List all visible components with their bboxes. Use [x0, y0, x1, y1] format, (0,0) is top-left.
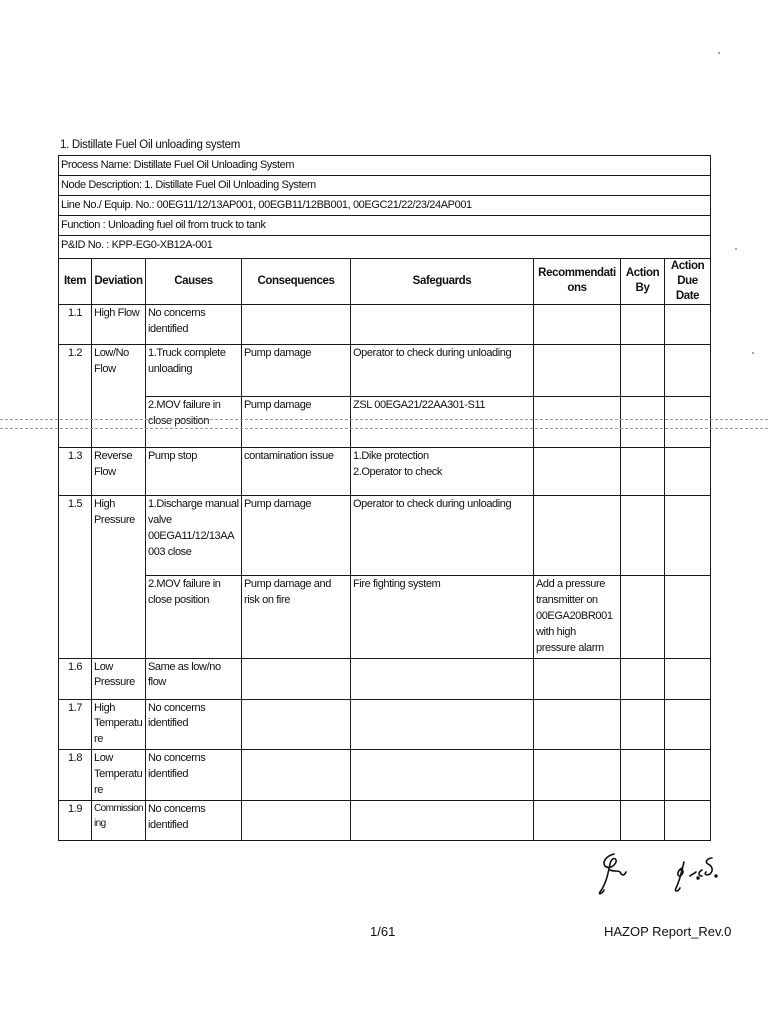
- cell-item: 1.6: [59, 658, 92, 699]
- table-row: [59, 699, 711, 750]
- cell-consequences: [242, 304, 351, 344]
- cell-action-due-date: [665, 575, 711, 658]
- header-action-due-date: Action Due Date: [665, 259, 711, 305]
- safeguard-line: 1.Dike protection: [353, 449, 429, 462]
- header-recommendations: Recommendations: [534, 259, 621, 305]
- cell-action-due-date: [665, 344, 711, 396]
- header-row: [59, 259, 711, 305]
- cell-causes: No concerns identified: [146, 750, 242, 801]
- table-row: [59, 304, 711, 344]
- cell-action-by: [621, 495, 665, 575]
- cell-safeguards: [351, 447, 534, 495]
- cell-item: 1.9: [59, 801, 92, 841]
- cell-causes: 1.Truck complete unloading: [146, 344, 242, 396]
- cell-action-due-date: [665, 750, 711, 801]
- cell-deviation: High Temperature: [92, 699, 146, 750]
- cell-deviation: Low Temperature: [92, 750, 146, 801]
- line-equip-no: Line No./ Equip. No.: 00EG11/12/13AP001, 00EGB11/12BB001, 00EGC21/22/23/24AP001: [59, 196, 710, 216]
- pid-number: P&ID No. : KPP-EG0-XB12A-001: [61, 239, 213, 251]
- cell-deviation: Reverse Flow: [92, 447, 146, 495]
- cell-item: 1.7: [59, 699, 92, 750]
- cell-action-due-date: [665, 396, 711, 447]
- handwritten-signature: [592, 848, 732, 898]
- cell-action-due-date: [665, 447, 711, 495]
- cell-deviation: High Pressure: [92, 495, 146, 658]
- table-row: [59, 658, 711, 699]
- cell-safeguards: [351, 658, 534, 699]
- cell-safeguards: Fire fighting system: [351, 575, 534, 658]
- cell-action-by: [621, 801, 665, 841]
- scan-fold-line: [0, 419, 768, 420]
- cell-deviation: Low/No Flow: [92, 344, 146, 447]
- process-name: Process Name: Distillate Fuel Oil Unloading System: [59, 156, 710, 176]
- header-deviation: Deviation: [92, 259, 146, 305]
- cell-safeguards: ZSL 00EGA21/22AA301-S11: [351, 396, 534, 447]
- cell-consequences: Pump damage: [242, 344, 351, 396]
- table-row: [59, 750, 711, 801]
- cell-causes: No concerns identified: [146, 304, 242, 344]
- cell-action-by: [621, 304, 665, 344]
- cell-recommendations: [534, 801, 621, 841]
- node-description: Node Description: 1. Distillate Fuel Oil Unloading System: [59, 176, 710, 196]
- cell-consequences: Pump damage: [242, 495, 351, 575]
- header-consequences: Consequences: [242, 259, 351, 305]
- hazop-table: [58, 155, 711, 841]
- cell-consequences: [242, 658, 351, 699]
- scan-speck: [752, 352, 754, 354]
- cell-deviation: High Flow: [92, 304, 146, 344]
- cell-consequences: [242, 699, 351, 750]
- cell-safeguards: [351, 750, 534, 801]
- cell-recommendations: [534, 344, 621, 396]
- cell-recommendations: [534, 658, 621, 699]
- cell-recommendations: [534, 699, 621, 750]
- cell-recommendations: [534, 447, 621, 495]
- cell-safeguards: [351, 304, 534, 344]
- cell-consequences: contamination issue: [242, 447, 351, 495]
- table-row: [59, 575, 711, 658]
- cell-safeguards: [351, 801, 534, 841]
- scan-speck: [735, 248, 737, 250]
- cell-action-by: [621, 699, 665, 750]
- cell-consequences: Pump damage and risk on fire: [242, 575, 351, 658]
- function-description: Function : Unloading fuel oil from truck to tank: [59, 216, 710, 236]
- cell-recommendations: [534, 396, 621, 447]
- cell-recommendations: [534, 304, 621, 344]
- table-row: [59, 396, 711, 447]
- cell-causes: 2.MOV failure in close position: [146, 575, 242, 658]
- scan-speck: [718, 52, 720, 54]
- cell-action-by: [621, 575, 665, 658]
- cell-causes: Pump stop: [146, 447, 242, 495]
- cell-consequences: [242, 801, 351, 841]
- scan-fold-line: [0, 428, 768, 429]
- cell-action-by: [621, 344, 665, 396]
- section-title: 1. Distillate Fuel Oil unloading system: [60, 139, 241, 151]
- cell-item: 1.5: [59, 495, 92, 658]
- cell-safeguards: [351, 699, 534, 750]
- safeguard-line: 2.Operator to check: [353, 465, 443, 478]
- cell-causes: No concerns identified: [146, 801, 242, 841]
- cell-causes: Same as low/no flow: [146, 658, 242, 699]
- cell-action-due-date: [665, 304, 711, 344]
- cell-action-by: [621, 658, 665, 699]
- header-causes: Causes: [146, 259, 242, 305]
- cell-deviation: Low Pressure: [92, 658, 146, 699]
- cell-action-by: [621, 750, 665, 801]
- header-safeguards: Safeguards: [351, 259, 534, 305]
- cell-action-by: [621, 396, 665, 447]
- cell-action-due-date: [665, 699, 711, 750]
- cell-item: 1.3: [59, 447, 92, 495]
- cell-action-due-date: [665, 658, 711, 699]
- header-action-by: Action By: [621, 259, 665, 305]
- cell-causes: 2.MOV failure in close position: [146, 396, 242, 447]
- node-info: [59, 156, 711, 259]
- cell-safeguards: Operator to check during unloading: [351, 344, 534, 396]
- cell-item: 1.1: [59, 304, 92, 344]
- cell-safeguards: Operator to check during unloading: [351, 495, 534, 575]
- cell-recommendations: [534, 495, 621, 575]
- cell-action-due-date: [665, 495, 711, 575]
- cell-item: 1.8: [59, 750, 92, 801]
- table-row: [59, 801, 711, 841]
- cell-action-due-date: [665, 801, 711, 841]
- table-row: [59, 447, 711, 495]
- cell-action-by: [621, 447, 665, 495]
- cell-item: 1.2: [59, 344, 92, 447]
- table-row: [59, 495, 711, 575]
- page-number: 1/61: [370, 924, 396, 939]
- cell-deviation: Commissioning: [92, 801, 146, 841]
- cell-causes: 1.Discharge manual valve 00EGA11/12/13AA003 close: [146, 495, 242, 575]
- cell-consequences: Pump damage: [242, 396, 351, 447]
- cell-recommendations: [534, 750, 621, 801]
- report-name: HAZOP Report_Rev.0: [604, 924, 732, 939]
- info-block-row: [59, 156, 711, 259]
- table-row: [59, 344, 711, 396]
- cell-causes: No concerns identified: [146, 699, 242, 750]
- header-item: Item: [59, 259, 92, 305]
- cell-recommendations: Add a pressure transmitter on 00EGA20BR001 with high pressure alarm: [534, 575, 621, 658]
- cell-consequences: [242, 750, 351, 801]
